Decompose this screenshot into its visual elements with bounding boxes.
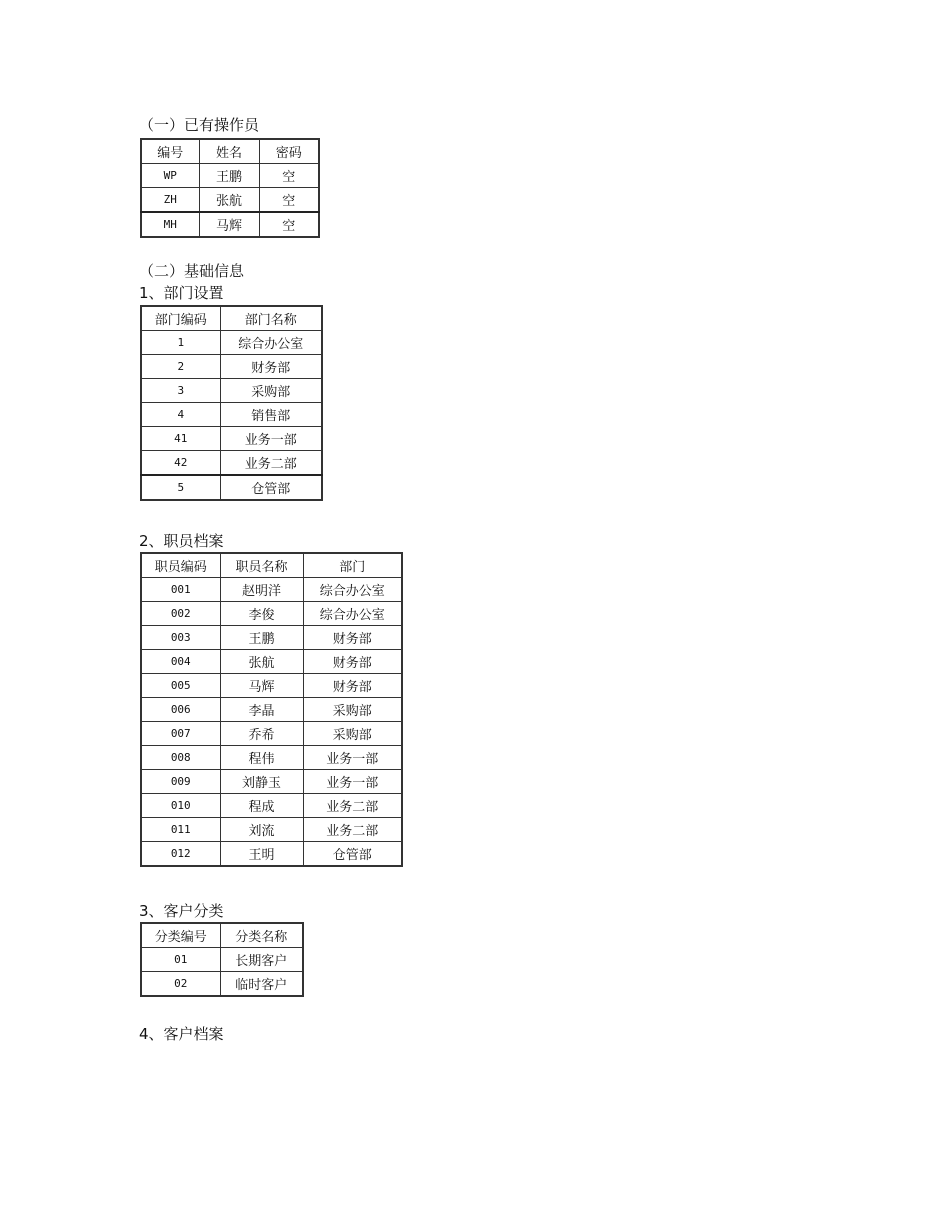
- department-code: 1: [141, 331, 220, 355]
- operator-name: 王鹏: [199, 164, 259, 188]
- column-header: 密码: [259, 139, 319, 164]
- table-row: [141, 770, 402, 794]
- employee-name: 马辉: [220, 674, 303, 698]
- table-row: [141, 972, 303, 997]
- employee-name: 程伟: [220, 746, 303, 770]
- operators-table: [140, 138, 320, 238]
- employee-department: 采购部: [303, 722, 402, 746]
- employee-code: 008: [141, 746, 220, 770]
- department-name: 仓管部: [220, 475, 322, 500]
- table-row: [141, 746, 402, 770]
- table-header-row: [141, 923, 303, 948]
- column-header: 职员名称: [220, 553, 303, 578]
- table-row: [141, 948, 303, 972]
- department-name: 综合办公室: [220, 331, 322, 355]
- employee-code: 001: [141, 578, 220, 602]
- employee-name: 王鹏: [220, 626, 303, 650]
- employee-code: 005: [141, 674, 220, 698]
- column-header: 部门编码: [141, 306, 220, 331]
- employee-name: 乔希: [220, 722, 303, 746]
- employee-code: 010: [141, 794, 220, 818]
- departments-title: 1、部门设置: [139, 284, 224, 302]
- employee-department: 财务部: [303, 650, 402, 674]
- customer-categories-title: 3、客户分类: [139, 902, 224, 920]
- employee-name: 王明: [220, 842, 303, 867]
- employees-table: [140, 552, 403, 867]
- table-row: [141, 722, 402, 746]
- employee-department: 采购部: [303, 698, 402, 722]
- employee-department: 业务一部: [303, 770, 402, 794]
- employee-department: 综合办公室: [303, 602, 402, 626]
- employee-name: 李晶: [220, 698, 303, 722]
- column-header: 姓名: [199, 139, 259, 164]
- department-code: 4: [141, 403, 220, 427]
- operator-password: 空: [259, 188, 319, 213]
- table-row: [141, 578, 402, 602]
- category-code: 01: [141, 948, 220, 972]
- column-header: 分类编号: [141, 923, 220, 948]
- column-header: 职员编码: [141, 553, 220, 578]
- column-header: 部门名称: [220, 306, 322, 331]
- employee-department: 业务二部: [303, 818, 402, 842]
- table-row: [141, 698, 402, 722]
- operator-password: 空: [259, 212, 319, 237]
- table-row: [141, 164, 319, 188]
- employee-code: 012: [141, 842, 220, 867]
- employee-department: 财务部: [303, 626, 402, 650]
- table-row: [141, 626, 402, 650]
- table-header-row: [141, 553, 402, 578]
- employee-code: 011: [141, 818, 220, 842]
- department-code: 3: [141, 379, 220, 403]
- table-row: [141, 842, 402, 867]
- section-basic-info-title: （二）基础信息: [139, 262, 245, 280]
- employee-department: 财务部: [303, 674, 402, 698]
- table-row: [141, 794, 402, 818]
- employee-department: 业务二部: [303, 794, 402, 818]
- employee-code: 004: [141, 650, 220, 674]
- employee-department: 仓管部: [303, 842, 402, 867]
- department-code: 41: [141, 427, 220, 451]
- operator-code: ZH: [141, 188, 199, 213]
- table-row: [141, 188, 319, 213]
- customer-files-title: 4、客户档案: [139, 1025, 224, 1043]
- table-header-row: [141, 306, 322, 331]
- employee-department: 综合办公室: [303, 578, 402, 602]
- employee-code: 003: [141, 626, 220, 650]
- employee-name: 赵明洋: [220, 578, 303, 602]
- table-row: [141, 331, 322, 355]
- operator-password: 空: [259, 164, 319, 188]
- category-name: 长期客户: [220, 948, 303, 972]
- table-row: [141, 212, 319, 237]
- employee-code: 002: [141, 602, 220, 626]
- department-name: 业务一部: [220, 427, 322, 451]
- operator-name: 张航: [199, 188, 259, 213]
- table-row: [141, 355, 322, 379]
- table-row: [141, 818, 402, 842]
- department-code: 42: [141, 451, 220, 476]
- column-header: 部门: [303, 553, 402, 578]
- table-row: [141, 427, 322, 451]
- table-row: [141, 674, 402, 698]
- department-code: 5: [141, 475, 220, 500]
- employee-name: 刘静玉: [220, 770, 303, 794]
- department-name: 财务部: [220, 355, 322, 379]
- section-operators-title: （一）已有操作员: [139, 116, 260, 134]
- employee-department: 业务一部: [303, 746, 402, 770]
- table-row: [141, 379, 322, 403]
- table-row: [141, 451, 322, 476]
- employee-name: 程成: [220, 794, 303, 818]
- table-row: [141, 475, 322, 500]
- table-row: [141, 403, 322, 427]
- operator-name: 马辉: [199, 212, 259, 237]
- category-code: 02: [141, 972, 220, 997]
- department-code: 2: [141, 355, 220, 379]
- column-header: 编号: [141, 139, 199, 164]
- employee-code: 009: [141, 770, 220, 794]
- employee-name: 李俊: [220, 602, 303, 626]
- employee-code: 007: [141, 722, 220, 746]
- department-name: 业务二部: [220, 451, 322, 476]
- column-header: 分类名称: [220, 923, 303, 948]
- department-name: 销售部: [220, 403, 322, 427]
- table-row: [141, 650, 402, 674]
- table-header-row: [141, 139, 319, 164]
- operator-code: WP: [141, 164, 199, 188]
- employees-title: 2、职员档案: [139, 532, 224, 550]
- employee-name: 张航: [220, 650, 303, 674]
- operator-code: MH: [141, 212, 199, 237]
- customer-categories-table: [140, 922, 304, 997]
- table-row: [141, 602, 402, 626]
- employee-code: 006: [141, 698, 220, 722]
- department-name: 采购部: [220, 379, 322, 403]
- employee-name: 刘流: [220, 818, 303, 842]
- departments-table: [140, 305, 323, 501]
- category-name: 临时客户: [220, 972, 303, 997]
